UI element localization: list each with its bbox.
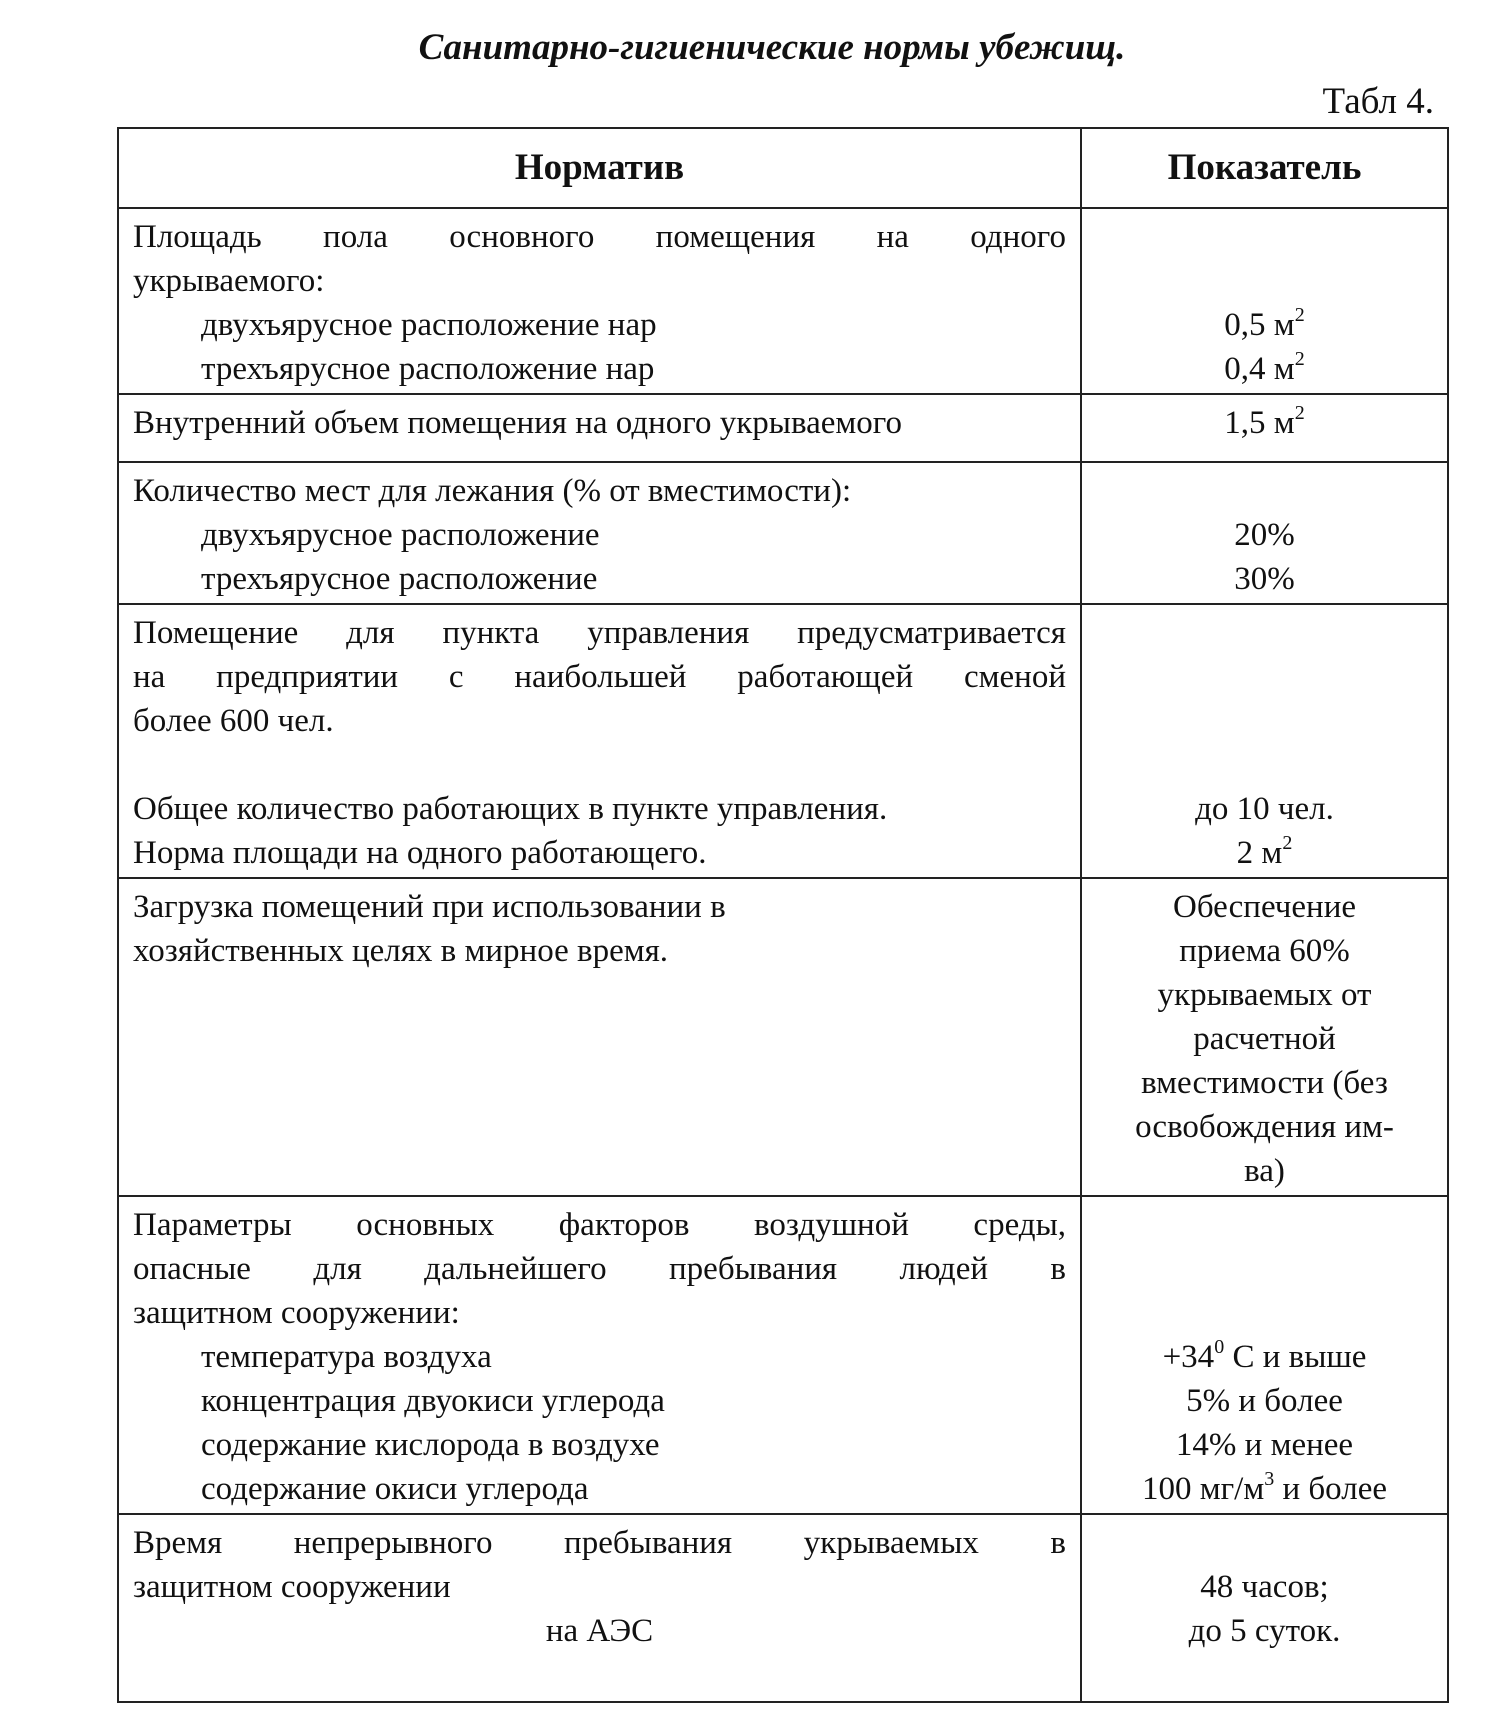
value-cell [1081,394,1448,462]
norm-text: хозяйственных целях в мирное время. [133,933,669,969]
value-cell [1081,878,1448,1196]
value-line: 1,5 $м^2$ [1224,402,1305,441]
value-line: 30% [1234,561,1295,597]
norm-subitem: температура воздуха [201,1339,492,1375]
norm-text: укрываемого: [133,263,325,299]
value-cell [1081,604,1448,878]
value-line: освобождения им- [1135,1109,1394,1145]
norm-cell [118,208,1081,394]
value-cell [1081,1514,1448,1702]
value-line: укрываемых от [1157,977,1372,1013]
norm-subitem: содержание окиси углерода [201,1471,589,1507]
value-cell [1081,208,1448,394]
norm-text: Время непрерывного пребывания укрываемых в [133,1525,1066,1561]
value-line: 14% и менее [1175,1427,1354,1463]
norm-text: Помещение для пункта управления предусматривается [133,615,1066,651]
norm-text: на предприятии с наибольшей работающей сменой [133,659,1066,695]
value-line: 0,4 $м^2$ [1224,348,1305,387]
norm-subitem: трехъярусное расположение нар [201,351,655,387]
value-line: 48 часов; [1200,1569,1329,1605]
norm-text: Норма площади на одного работающего. [133,835,707,871]
value-cell [1081,1196,1448,1514]
value-line: ва) [1244,1153,1285,1189]
value-line: 5% и более [1186,1383,1343,1419]
norm-text: Загрузка помещений при использовании в [133,889,726,925]
value-cell [1081,462,1448,604]
norm-cell [118,878,1081,1196]
value-line: приема 60% [1179,933,1350,969]
header-norm: Норматив [118,128,1081,208]
table-row [118,462,1448,604]
norm-text: более 600 чел. [133,703,334,739]
norm-subitem: на АЭС [545,1613,654,1649]
norm-text: Количество мест для лежания (% от вместимости): [133,473,852,509]
table-row [118,878,1448,1196]
value-line: $+34^0$ С и выше [1162,1336,1367,1375]
norm-subitem: двухъярусное расположение нар [201,307,657,343]
value-line: до 5 суток. [1188,1613,1341,1649]
table-row [118,604,1448,878]
table-label: Табл 4. [1322,81,1434,122]
norm-text: Параметры основных факторов воздушной среды, [133,1207,1066,1243]
norm-subitem: концентрация двуокиси углерода [201,1383,665,1419]
value-line: до 10 чел. [1195,791,1334,827]
norm-cell [118,1514,1081,1702]
table-row [118,1196,1448,1514]
norm-cell [118,394,1081,462]
norm-text: защитном сооружении [133,1569,451,1605]
norm-text: Общее количество работающих в пункте управления. [133,791,888,827]
value-line: 0,5 $м^2$ [1224,304,1305,343]
norm-subitem: двухъярусное расположение [201,517,600,553]
norm-text: защитном сооружении: [133,1295,460,1331]
table-row [118,394,1448,462]
table-row [118,1514,1448,1702]
value-line: вместимости (без [1141,1065,1388,1101]
value-line: расчетной [1193,1021,1336,1057]
table-row [118,208,1448,394]
table-header-row [118,128,1448,208]
norm-subitem: содержание кислорода в воздухе [201,1427,660,1463]
norm-subitem: трехъярусное расположение [201,561,598,597]
value-line: Обеспечение [1173,889,1356,925]
value-line: 100 $мг/м^3$ и более [1141,1468,1387,1507]
norm-cell [118,1196,1081,1514]
norms-table [117,127,1449,1703]
value-line: 20% [1234,517,1295,553]
norm-text: Внутренний объем помещения на одного укрываемого [133,405,902,441]
value-line: 2 $м^2$ [1236,832,1293,871]
document-title: Санитарно-гигиенические нормы убежищ. [418,27,1126,68]
norm-text: Площадь пола основного помещения на одного [133,219,1066,255]
norm-cell [118,604,1081,878]
norm-text: опасные для дальнейшего пребывания людей в [133,1251,1066,1287]
norm-cell [118,462,1081,604]
header-value: Показатель [1081,128,1448,208]
